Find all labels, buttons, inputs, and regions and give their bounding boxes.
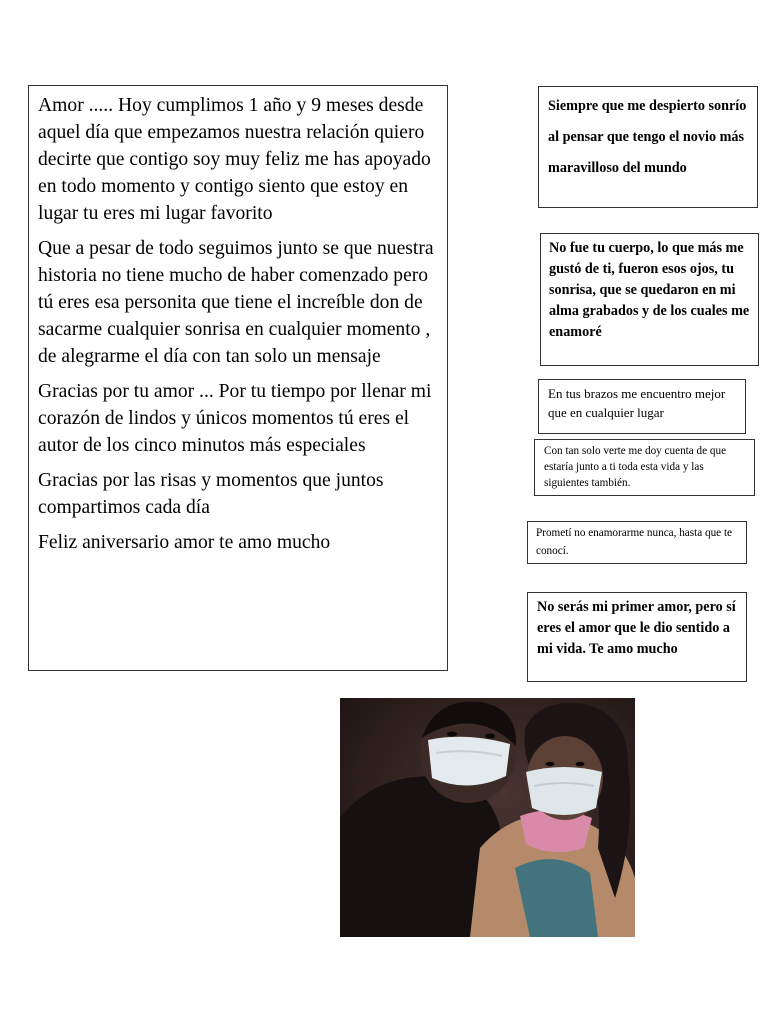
letter-paragraph-4: Gracias por las risas y momentos que juntos compartimos cada día: [38, 470, 384, 518]
letter-paragraph-5: Feliz aniversario amor te amo mucho: [38, 532, 331, 553]
note-text-1: Siempre que me despierto sonrío al pensar que tengo el novio más maravilloso del mundo: [548, 98, 747, 176]
letter-paragraph-1: Amor ..... Hoy cumplimos 1 año y 9 meses desde aquel día que empezamos nuestra relación quiero decirte que contigo soy muy feliz me has apoyado en todo momento y contigo siento que estoy en lugar tu eres mi lugar favorito: [38, 95, 431, 224]
love-letter-box: [28, 85, 448, 671]
note-box-2: [540, 233, 759, 366]
couple-photo: [340, 698, 635, 937]
note-text-3: En tus brazos me encuentro mejor que en cualquier lugar: [548, 386, 726, 420]
note-box-4: [534, 439, 755, 496]
note-box-5: [527, 521, 747, 564]
note-box-6: [527, 592, 747, 682]
letter-paragraph-2: Que a pesar de todo seguimos junto se que nuestra historia no tiene mucho de haber comenzado pero tú eres esa personita que tiene el increíble don de sacarme cualquier sonrisa en cualquier momento , de alegrarme el día con tan solo un mensaje: [38, 238, 434, 367]
note-box-3: [538, 379, 746, 434]
note-text-6: No serás mi primer amor, pero sí eres el amor que le dio sentido a mi vida. Te amo mucho: [537, 599, 736, 657]
note-text-4: Con tan solo verte me doy cuenta de que estaría junto a ti toda esta vida y las siguientes también.: [544, 445, 727, 489]
letter-paragraph-3: Gracias por tu amor ... Por tu tiempo por llenar mi corazón de lindos y únicos momentos tú eres el autor de los cinco minutos más especiales: [38, 381, 432, 456]
note-box-1: [538, 86, 758, 208]
couple-photo-illustration: [340, 698, 635, 937]
note-text-2: No fue tu cuerpo, lo que más me gustó de ti, fueron esos ojos, tu sonrisa, que se quedaron en mi alma grabados y de los cuales me enamoré: [549, 240, 750, 340]
note-text-5: Prometí no enamorarme nunca, hasta que te conocí.: [536, 527, 733, 557]
